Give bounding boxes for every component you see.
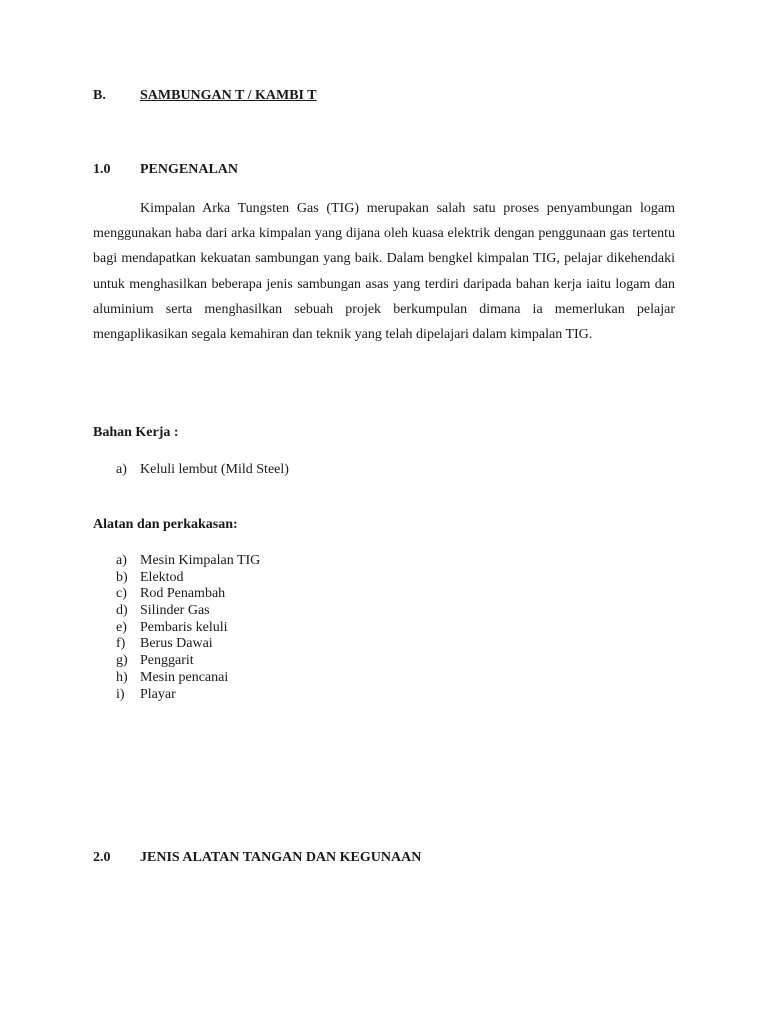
list-marker: c) — [116, 586, 127, 602]
section-b-title: SAMBUNGAN T / KAMBI T — [140, 88, 317, 103]
list-item — [116, 570, 260, 587]
bahan-kerja-list — [116, 462, 289, 479]
list-marker: g) — [116, 653, 128, 669]
list-marker: a) — [116, 553, 127, 568]
list-item-text: Keluli lembut (Mild Steel) — [140, 462, 289, 477]
list-item-text: Penggarit — [140, 653, 194, 669]
list-item-text: Playar — [140, 686, 176, 702]
section-2-heading — [93, 850, 421, 866]
list-item-text: Berus Dawai — [140, 636, 213, 652]
list-marker: i) — [116, 686, 125, 702]
list-item-text: Silinder Gas — [140, 603, 210, 619]
list-item-text: Elektod — [140, 569, 184, 585]
list-item — [116, 653, 260, 670]
section-b-number: B. — [93, 88, 106, 103]
list-item — [116, 603, 260, 620]
list-marker: f) — [116, 636, 126, 652]
list-item — [116, 553, 260, 570]
list-marker: e) — [116, 619, 127, 635]
list-item — [116, 620, 260, 637]
alatan-heading: Alatan dan perkakasan: — [93, 517, 238, 532]
list-item-text: Pembaris keluli — [140, 619, 228, 635]
section-1-title: PENGENALAN — [140, 162, 239, 177]
list-item — [116, 586, 260, 603]
list-marker: h) — [116, 669, 128, 685]
list-item — [116, 462, 289, 479]
list-marker: d) — [116, 603, 128, 619]
list-item — [116, 636, 260, 653]
section-2-number: 2.0 — [93, 850, 111, 865]
alatan-list — [116, 553, 260, 703]
section-2-title: JENIS ALATAN TANGAN DAN KEGUNAAN — [140, 850, 422, 865]
list-item-text: Mesin Kimpalan TIG — [140, 553, 261, 568]
list-item — [116, 687, 260, 704]
bahan-kerja-heading: Bahan Kerja : — [93, 425, 179, 440]
intro-paragraph: Kimpalan Arka Tungsten Gas (TIG) merupakan salah satu proses penyambungan logam menggunakan haba dari arka kimpalan yang dijana oleh kuasa elektrik dengan penggunaan gas tertentu bagi mendapatkan kekuatan sambungan yang baik. Dalam bengkel kimpalan TIG, pelajar dikehendaki untuk menghasilkan beberapa jenis sambungan asas yang terdiri daripada bahan kerja iaitu logam dan aluminium serta menghasilkan sebuah projek berkumpulan dimana ia memerlukan pelajar mengaplikasikan segala kemahiran dan teknik yang telah dipelajari dalam kimpalan TIG. — [93, 201, 675, 343]
section-1-number: 1.0 — [93, 162, 111, 177]
section-b-heading — [93, 88, 317, 104]
list-item-text: Mesin pencanai — [140, 669, 229, 685]
list-marker: a) — [116, 462, 127, 477]
section-1-heading — [93, 162, 238, 178]
list-item — [116, 670, 260, 687]
list-item-text: Rod Penambah — [140, 586, 226, 602]
list-marker: b) — [116, 569, 128, 585]
